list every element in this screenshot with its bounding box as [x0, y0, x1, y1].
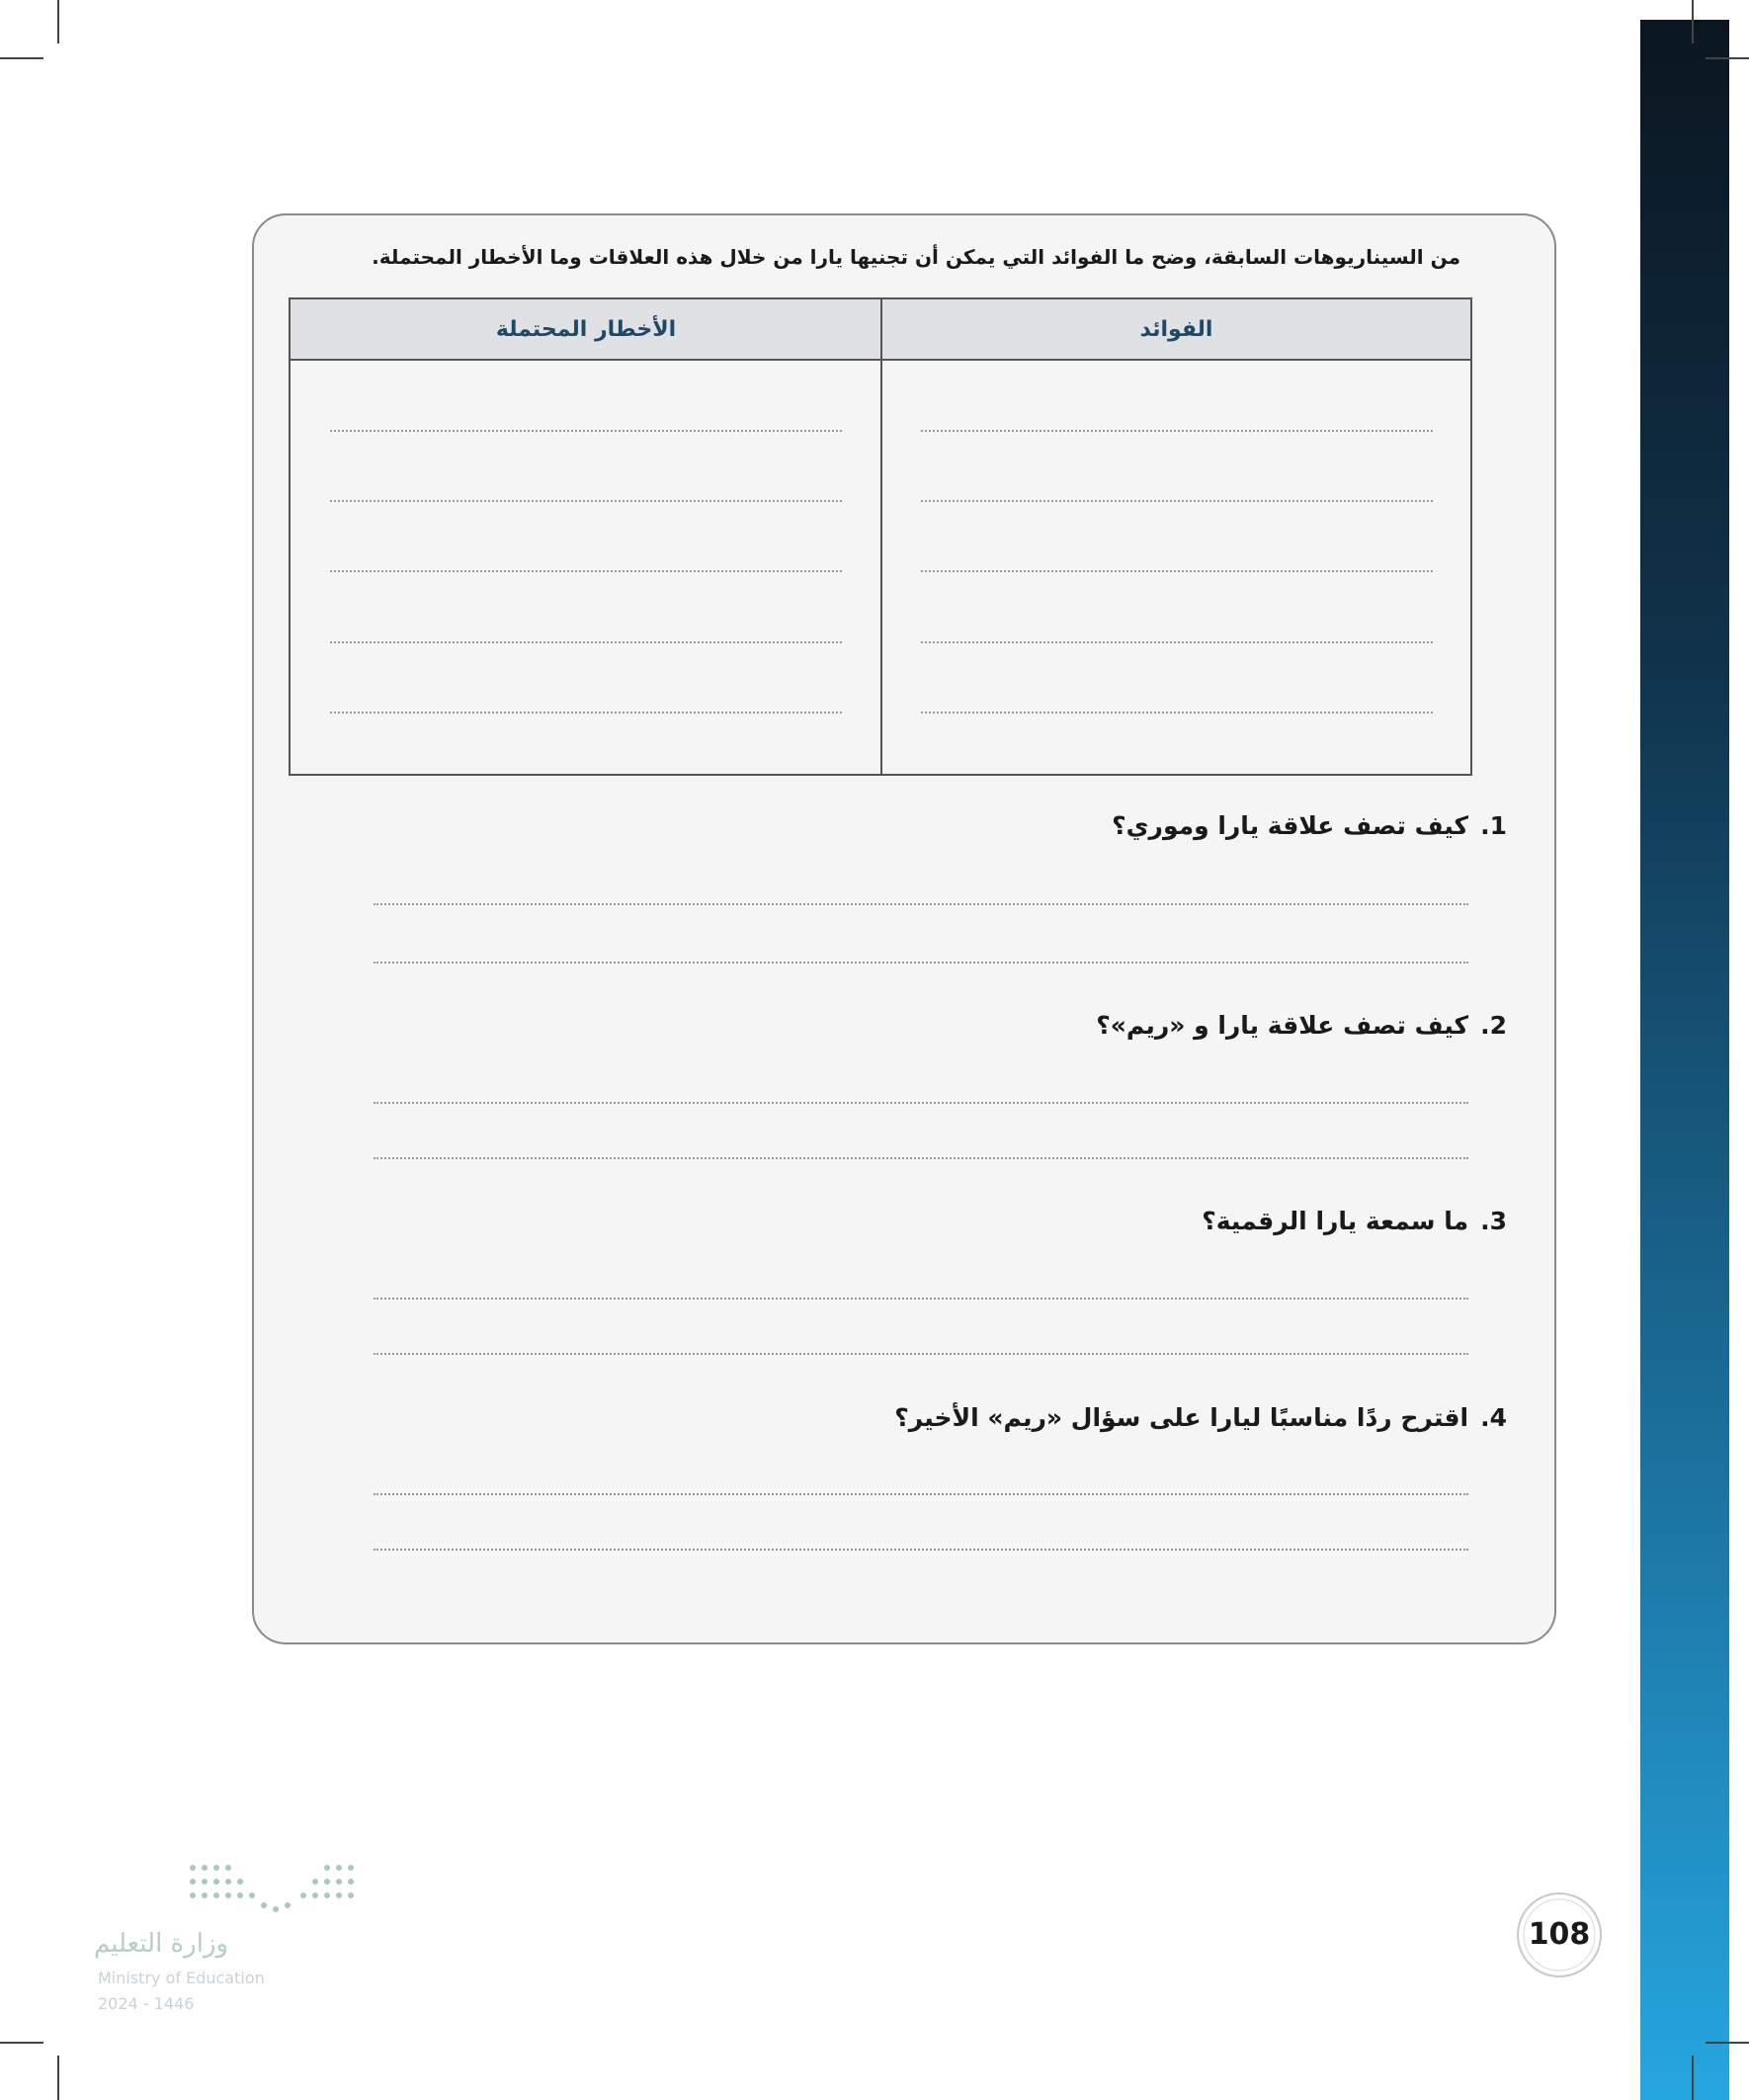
instruction-text: من السيناريوهات السابقة، وضح ما الفوائد التي يمكن أن تجنيها يارا من خلال هذه العلاقات وما الأخطار المحتملة. — [372, 245, 1460, 269]
crop-mark — [57, 2056, 59, 2100]
answer-line-q2[interactable] — [374, 1102, 1468, 1104]
risks-answer-line[interactable] — [330, 500, 842, 502]
column-divider — [880, 299, 882, 774]
question-number: 3. — [1480, 1207, 1507, 1235]
benefits-answer-line[interactable] — [921, 641, 1433, 643]
side-decorative-band — [1640, 20, 1729, 2100]
question-number: 1. — [1480, 811, 1507, 840]
logo-arabic-text: وزارة التعليم — [94, 1929, 229, 1959]
benefits-answer-line[interactable] — [921, 712, 1433, 714]
risks-answer-line[interactable] — [330, 430, 842, 432]
answer-line-q4[interactable] — [374, 1549, 1468, 1551]
benefits-answer-line[interactable] — [921, 570, 1433, 572]
question-number: 4. — [1480, 1403, 1507, 1432]
question-text: اقترح ردًا مناسبًا ليارا على سؤال «ريم» الأخير؟ — [894, 1403, 1469, 1432]
header-benefits: الفوائد — [882, 299, 1470, 361]
logo-english-text: Ministry of Education — [98, 1969, 265, 1987]
logo-year-text: 2024 - 1446 — [98, 1994, 195, 2013]
crop-mark — [57, 0, 59, 43]
benefits-answer-line[interactable] — [921, 500, 1433, 502]
answer-line-q3[interactable] — [374, 1353, 1468, 1355]
question-2 — [356, 1004, 1507, 1048]
question-1 — [356, 804, 1507, 848]
crop-mark — [1706, 2042, 1749, 2044]
answer-line-q1[interactable] — [374, 962, 1468, 964]
header-risks: الأخطار المحتملة — [291, 299, 881, 361]
answer-line-q1[interactable] — [374, 903, 1468, 905]
page-number-badge — [1514, 1890, 1605, 1980]
crop-mark — [1692, 2056, 1694, 2100]
question-text: ما سمعة يارا الرقمية؟ — [1202, 1207, 1469, 1235]
answer-line-q3[interactable] — [374, 1298, 1468, 1300]
benefits-answer-line[interactable] — [921, 430, 1433, 432]
risks-answer-line[interactable] — [330, 570, 842, 572]
crop-mark — [1692, 0, 1694, 43]
page-number: 108 — [1528, 1917, 1591, 1952]
question-4 — [356, 1396, 1507, 1440]
question-3 — [356, 1200, 1507, 1243]
risks-answer-line[interactable] — [330, 712, 842, 714]
crop-mark — [1706, 57, 1749, 59]
question-text: كيف تصف علاقة يارا و «ريم»؟ — [1096, 1011, 1469, 1040]
answer-line-q4[interactable] — [374, 1493, 1468, 1495]
crop-mark — [0, 2042, 43, 2044]
risks-answer-line[interactable] — [330, 641, 842, 643]
question-text: كيف تصف علاقة يارا وموري؟ — [1112, 811, 1469, 840]
ministry-logo — [94, 1858, 380, 2026]
answer-line-q2[interactable] — [374, 1157, 1468, 1159]
logo-dots-icon — [183, 1858, 361, 1917]
question-number: 2. — [1480, 1011, 1507, 1040]
crop-mark — [0, 57, 43, 59]
benefits-risks-table — [289, 297, 1472, 776]
